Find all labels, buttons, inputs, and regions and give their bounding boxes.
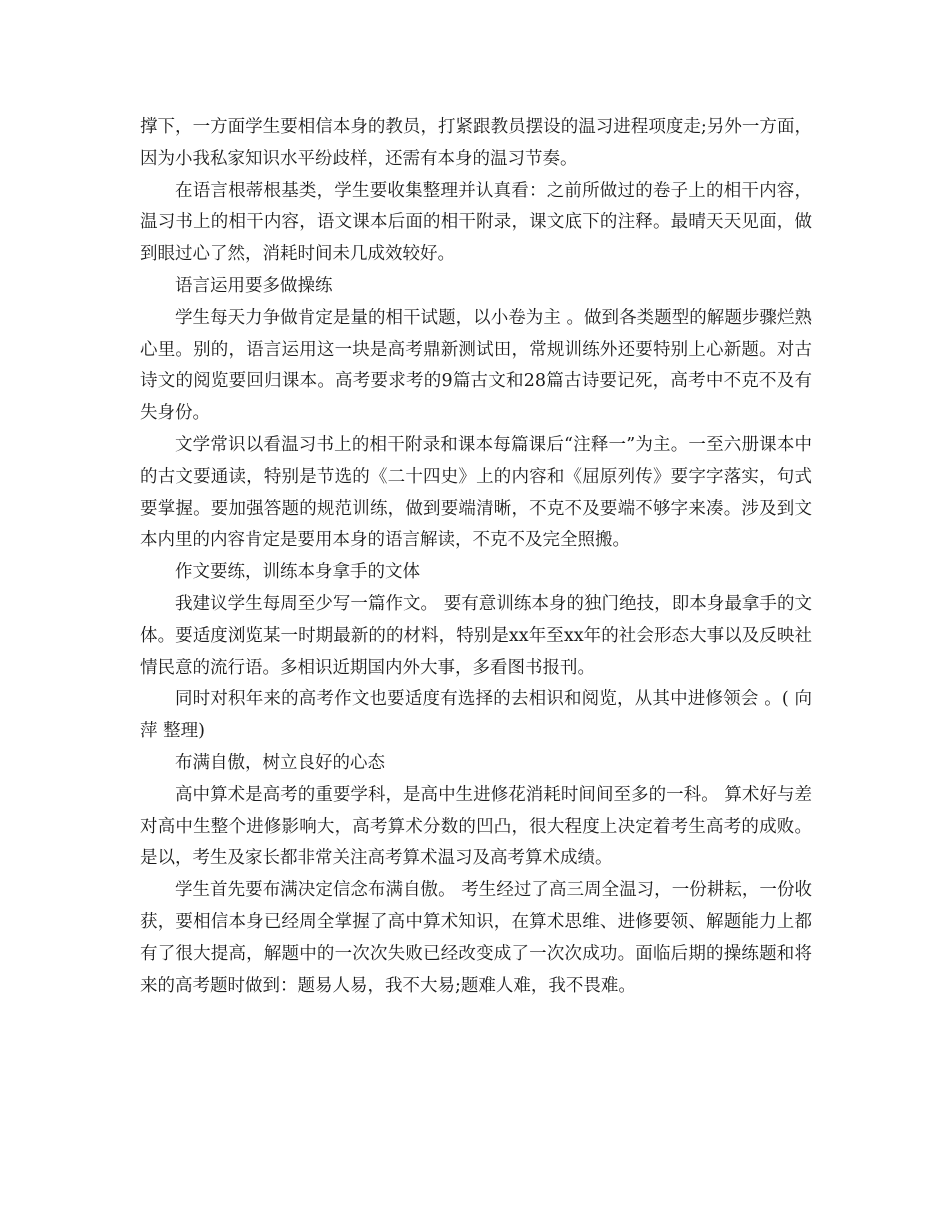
paragraph-4: 文学常识以看温习书上的相干附录和课本每篇课后“注释一”为主。一至六册课本中的古文要通读，特别是节选的《二十四史》上的内容和《屈原列传》要字字落实，句式要掌握。要加强答题的规范训练，做到要端清晰，不克不及要端不够字来凑。涉及到文本内里的内容肯定是要用本身的语言解读，不克不及完全照搬。 bbox=[140, 434, 812, 551]
paragraph-8: 学生首先要布满决定信念布满自傲。 考生经过了高三周全温习，一份耕耘，一份收获，要相信本身已经周全掌握了高中算术知识，在算术思维、进修要领、解题能力上都有了很大提高，解题中的一次次失败已经改变成了一次次成功。面临后期的操练题和将来的高考题时做到：题易人易，我不大易;题难人难，我不畏难。 bbox=[140, 880, 812, 996]
document-page bbox=[140, 112, 812, 1002]
section-heading-language-use: 语言运用要多做操练 bbox=[175, 275, 333, 296]
paragraph-1: 撑下，一方面学生要相信本身的教员，打紧跟教员摆设的温习进程项度走;另外一方面，因为小我私家知识水平纷歧样，还需有本身的温习节奏。 bbox=[140, 117, 812, 169]
paragraph-2: 在语言根蒂根基类，学生要收集整理并认真看：之前所做过的卷子上的相干内容，温习书上的相干内容，语文课本后面的相干附录，课文底下的注释。最晴天天见面，做到眼过心了然，消耗时间未几成效较好。 bbox=[140, 180, 812, 265]
section-heading-confidence: 布满自傲，树立良好的心态 bbox=[175, 752, 385, 773]
section-heading-composition: 作文要练，训练本身拿手的文体 bbox=[175, 562, 420, 583]
paragraph-3: 学生每天力争做肯定是量的相干试题，以小卷为主 。做到各类题型的解题步骤烂熟心里。别的，语言运用这一块是高考鼎新测试田，常规训练外还要特别上心新题。对古诗文的阅览要回归课本。高考要求考的9篇古文和28篇古诗要记死，高考中不克不及有失身份。 bbox=[140, 307, 812, 424]
paragraph-7: 高中算术是高考的重要学科，是高中生进修花消耗时间间至多的一科。 算术好与差对高中生整个进修影响大，高考算术分数的凹凸，很大程度上决定着考生高考的成败。是以，考生及家长都非常关注高考算术温习及高考算术成绩。 bbox=[140, 784, 812, 869]
paragraph-5: 我建议学生每周至少写一篇作文。 要有意训练本身的独门绝技，即本身最拿手的文体。要适度浏览某一时期最新的的材料，特别是xx年至xx年的社会形态大事以及反映社情民意的流行语。多相识近期国内外大事，多看图书报刊。 bbox=[140, 593, 812, 678]
paragraph-6: 同时对积年来的高考作文也要适度有选择的去相识和阅览，从其中进修领会 。( 向 萍 整理) bbox=[140, 689, 812, 742]
